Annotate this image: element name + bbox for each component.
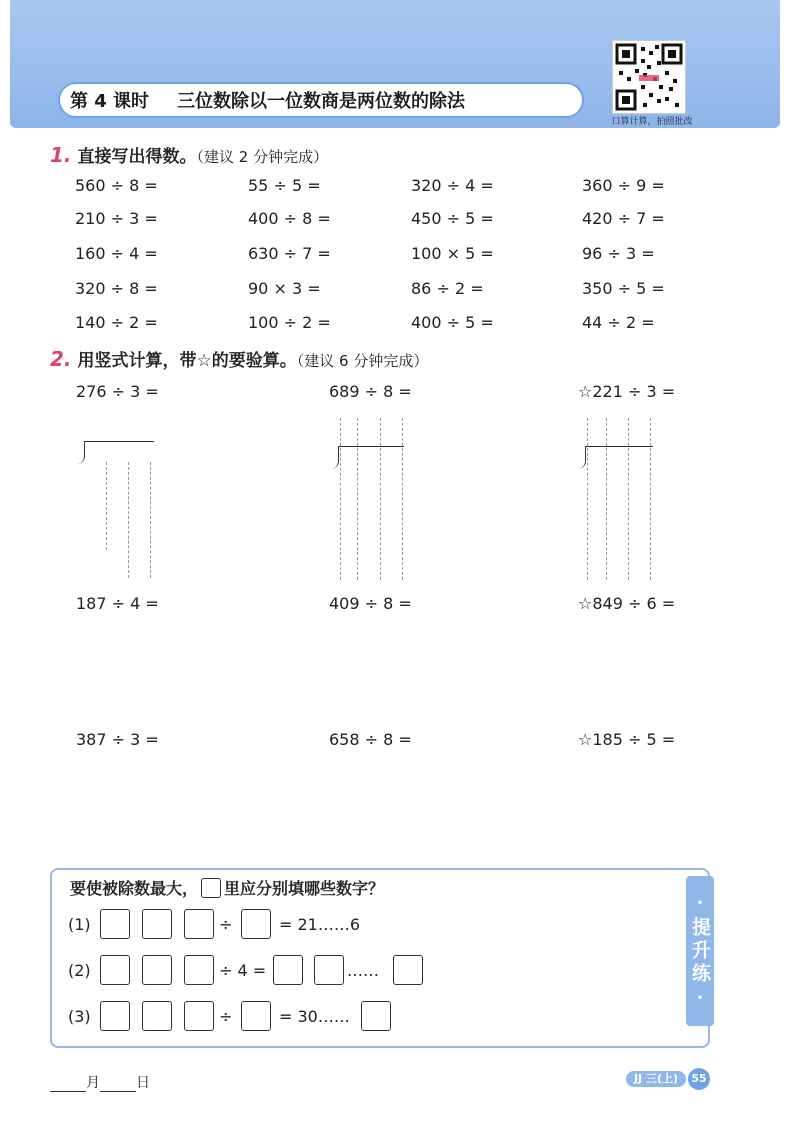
answer-box[interactable] — [273, 955, 303, 985]
division-bracket — [76, 442, 85, 464]
grade-tag: JJ 三(上) — [626, 1071, 686, 1087]
answer-box[interactable] — [241, 909, 271, 939]
row3-result: = 30…… — [279, 1007, 350, 1026]
division-bar — [338, 446, 404, 447]
vertical-problem: ☆185 ÷ 5 = — [578, 730, 676, 749]
section2-heading — [50, 346, 428, 371]
answer-box[interactable] — [361, 1001, 391, 1031]
vertical-problem: 409 ÷ 8 = — [329, 594, 412, 613]
answer-box[interactable] — [393, 955, 423, 985]
division-bar — [585, 446, 653, 447]
answer-box[interactable] — [100, 1001, 130, 1031]
answer-box[interactable] — [241, 1001, 271, 1031]
row3-label: (3) — [68, 1007, 91, 1026]
division-bracket — [577, 447, 586, 469]
vertical-problem: 689 ÷ 8 = — [329, 382, 412, 401]
vertical-problem: 187 ÷ 4 = — [76, 594, 159, 613]
qr-caption: 口算计算，拍照批改 — [611, 117, 693, 127]
qr-code-icon[interactable] — [612, 40, 686, 114]
oral-problem: 630 ÷ 7 = — [248, 244, 331, 263]
guide-line — [150, 462, 151, 578]
month-label: 月 — [86, 1075, 100, 1091]
oral-problem: 96 ÷ 3 = — [582, 244, 655, 263]
guide-line — [628, 418, 629, 580]
improvement-tab: • 提升练 • — [686, 876, 714, 1026]
day-blank[interactable] — [100, 1077, 136, 1092]
answer-box[interactable] — [100, 955, 130, 985]
answer-box[interactable] — [184, 909, 214, 939]
oral-problem: 90 × 3 = — [248, 279, 321, 298]
oral-problem: 320 ÷ 8 = — [75, 279, 158, 298]
section2-number: 2. — [50, 347, 72, 371]
guide-line — [606, 418, 607, 580]
oral-problem: 210 ÷ 3 = — [75, 209, 158, 228]
row1-divide: ÷ — [219, 915, 233, 934]
row3-divide: ÷ — [219, 1007, 233, 1026]
oral-problem: 100 ÷ 2 = — [248, 313, 331, 332]
month-blank[interactable] — [50, 1077, 86, 1092]
answer-box[interactable] — [100, 909, 130, 939]
guide-line — [650, 418, 651, 580]
vertical-problem: 276 ÷ 3 = — [76, 382, 159, 401]
improvement-tab-label: 提升练 — [689, 916, 711, 986]
row2-label: (2) — [68, 961, 91, 980]
answer-box[interactable] — [142, 1001, 172, 1031]
answer-box[interactable] — [142, 955, 172, 985]
section2-hint: （建议 6 分钟完成） — [296, 352, 429, 370]
oral-problem: 86 ÷ 2 = — [411, 279, 484, 298]
guide-line — [106, 462, 107, 550]
answer-box[interactable] — [184, 1001, 214, 1031]
row1-result: = 21……6 — [279, 915, 361, 934]
question-text-pre: 要使被除数最大， — [70, 879, 199, 898]
lesson-title: 三位数除以一位数商是两位数的除法 — [177, 91, 466, 112]
division-bracket — [330, 447, 339, 469]
oral-problem: 360 ÷ 9 = — [582, 176, 665, 195]
division-bar — [84, 441, 154, 442]
answer-box-sample — [201, 878, 221, 898]
section1-heading — [50, 142, 328, 167]
oral-problem: 350 ÷ 5 = — [582, 279, 665, 298]
answer-box[interactable] — [314, 955, 344, 985]
row2-remainder-dots: …… — [347, 961, 379, 980]
oral-problem: 44 ÷ 2 = — [582, 313, 655, 332]
date-field — [50, 1072, 150, 1092]
vertical-problem: 658 ÷ 8 = — [329, 730, 412, 749]
page-number: 55 — [688, 1068, 710, 1090]
oral-problem: 420 ÷ 7 = — [582, 209, 665, 228]
question-text-post: 里应分别填哪些数字？ — [224, 879, 385, 898]
section1-title: 直接写出得数。 — [77, 147, 197, 167]
oral-problem: 400 ÷ 8 = — [248, 209, 331, 228]
section1-hint: （建议 2 分钟完成） — [196, 148, 329, 166]
section2-title: 用竖式计算，带☆的要验算。 — [77, 351, 297, 371]
oral-problem: 400 ÷ 5 = — [411, 313, 494, 332]
lesson-title-bar — [58, 82, 584, 118]
guide-line — [340, 418, 341, 580]
oral-problem: 55 ÷ 5 = — [248, 176, 321, 195]
oral-problem: 560 ÷ 8 = — [75, 176, 158, 195]
guide-line — [402, 418, 403, 580]
improvement-question — [70, 876, 384, 899]
row1-label: (1) — [68, 915, 91, 934]
section1-number: 1. — [50, 143, 72, 167]
vertical-problem: 387 ÷ 3 = — [76, 730, 159, 749]
oral-problem: 320 ÷ 4 = — [411, 176, 494, 195]
vertical-problem: ☆849 ÷ 6 = — [578, 594, 676, 613]
guide-line — [357, 418, 358, 580]
answer-box[interactable] — [142, 909, 172, 939]
oral-problem: 450 ÷ 5 = — [411, 209, 494, 228]
oral-problem: 140 ÷ 2 = — [75, 313, 158, 332]
answer-box[interactable] — [184, 955, 214, 985]
oral-problem: 160 ÷ 4 = — [75, 244, 158, 263]
guide-line — [380, 418, 381, 580]
lesson-label: 第 4 课时 — [70, 91, 150, 112]
guide-line — [587, 418, 588, 580]
day-label: 日 — [136, 1075, 150, 1091]
row2-divide: ÷ 4 = — [219, 961, 267, 980]
vertical-problem: ☆221 ÷ 3 = — [578, 382, 676, 401]
guide-line — [128, 462, 129, 578]
oral-problem: 100 × 5 = — [411, 244, 494, 263]
